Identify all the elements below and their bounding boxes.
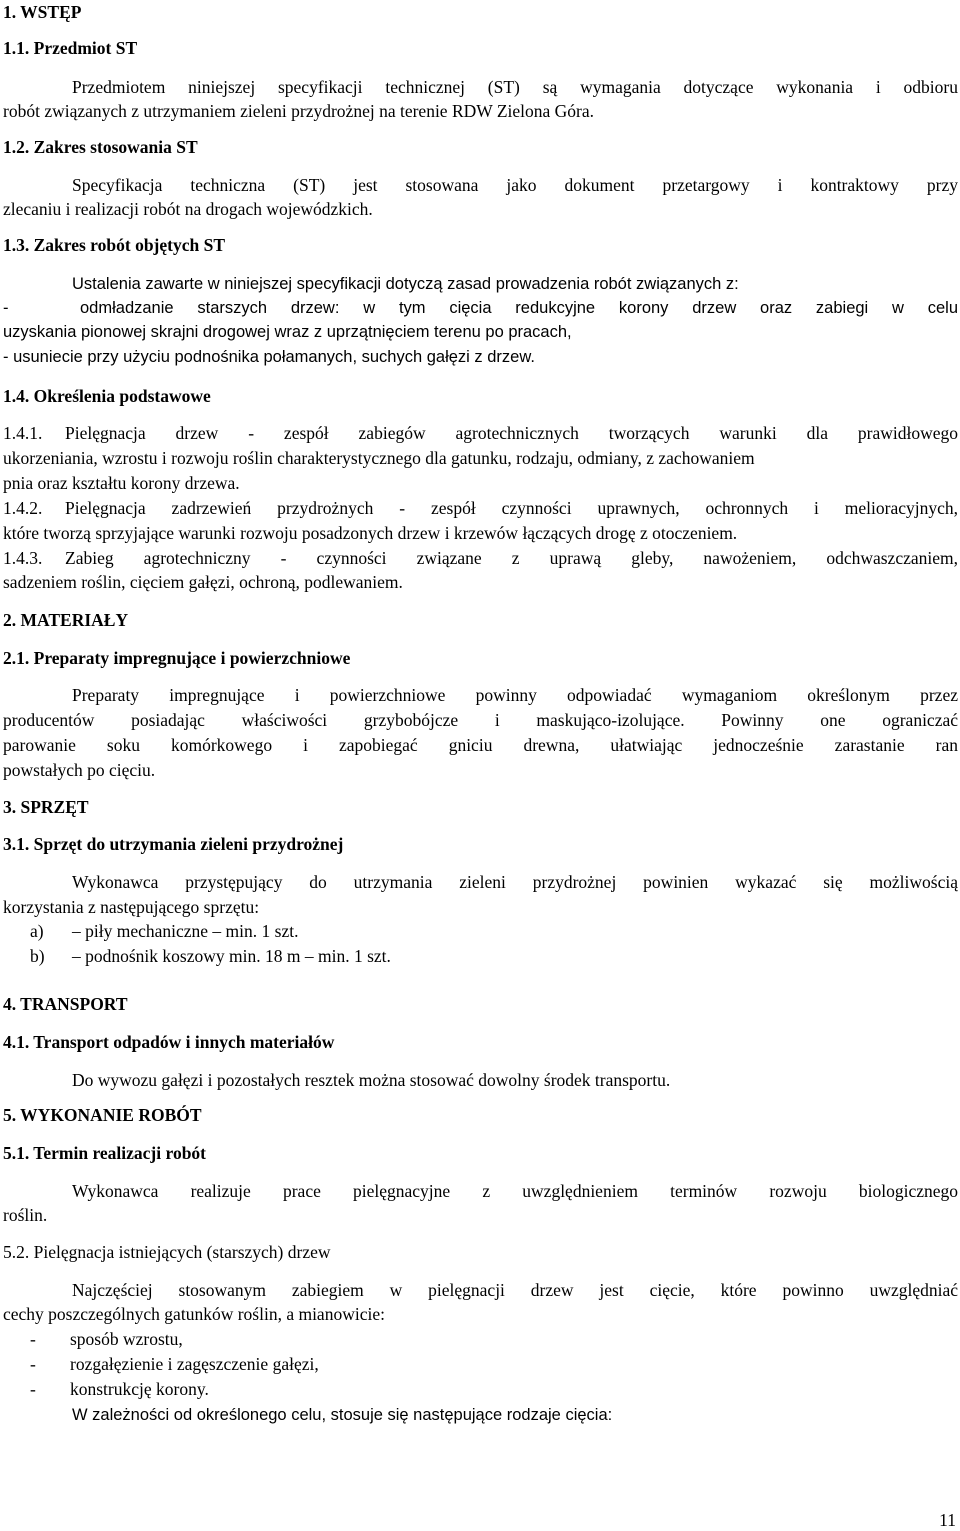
definition-text: Zabieg agrotechniczny - czynności związane z uprawą gleby, nawożeniem, odchwaszczaniem, [65,548,958,568]
definition-number: 1.4.3. [3,548,43,568]
paragraph-line: W zależności od określonego celu, stosuje się następujące rodzaje cięcia: [72,1406,613,1424]
paragraph-line: Przedmiotem niniejszej specyfikacji technicznej (ST) są wymagania dotyczące wykonania i odbioru [72,77,958,97]
list-bullet: - [3,299,9,317]
paragraph-line: producentów posiadając właściwości grzybobójcze i maskująco-izolujące. Powinny one ograniczać [3,710,958,730]
paragraph-line: Specyfikacja techniczna (ST) jest stosowana jako dokument przetargowy i kontraktowy przy [72,175,958,195]
section-heading-5-1: 5.1. Termin realizacji robót [3,1143,207,1163]
definition-text: pnia oraz kształtu korony drzewa. [3,473,240,493]
paragraph-line: Wykonawca przystępujący do utrzymania zieleni przydrożnej powinien wykazać się możliwością [72,872,958,892]
section-heading-3-1: 3.1. Sprzęt do utrzymania zieleni przydrożnej [3,834,344,854]
list-bullet: - [30,1329,36,1349]
definition-text: Pielęgnacja zadrzewień przydrożnych - zespół czynności uprawnych, ochronnych i melioracyjnych, [65,498,958,518]
paragraph-line: cechy poszczególnych gatunków roślin, a mianowicie: [3,1304,385,1324]
list-marker: a) [30,921,44,941]
list-bullet: - [30,1379,36,1399]
paragraph-line: Ustalenia zawarte w niniejszej specyfikacji dotyczą zasad prowadzenia robót związanych z: [72,275,739,293]
paragraph-line: Do wywozu gałęzi i pozostałych resztek można stosować dowolny środek transportu. [72,1070,671,1090]
section-heading-2: 2. MATERIAŁY [3,610,129,630]
list-item: odmładzanie starszych drzew: w tym cięcia redukcyjne korony drzew oraz zabiegi w celu [80,299,958,317]
definition-text: sadzeniem roślin, cięciem gałęzi, ochroną, podlewaniem. [3,572,403,592]
paragraph-line: Preparaty impregnujące i powierzchniowe powinny odpowiadać wymaganiom określonym przez [72,685,958,705]
list-item: - usuniecie przy użyciu podnośnika połamanych, suchych gałęzi z drzew. [3,348,535,366]
section-heading-1-2: 1.2. Zakres stosowania ST [3,137,198,157]
paragraph-line: powstałych po cięciu. [3,760,156,780]
section-heading-5-2: 5.2. Pielęgnacja istniejących (starszych) drzew [3,1242,331,1262]
list-item: sposób wzrostu, [70,1329,183,1349]
section-heading-1-1: 1.1. Przedmiot ST [3,38,138,58]
paragraph-line: robót związanych z utrzymaniem zieleni przydrożnej na terenie RDW Zielona Góra. [3,101,595,121]
section-heading-3: 3. SPRZĘT [3,797,89,817]
section-heading-1-3: 1.3. Zakres robót objętych ST [3,235,226,255]
paragraph-line: parowanie soku komórkowego i zapobiegać gniciu drewna, ułatwiając jednocześnie zarastanie ran [3,735,958,755]
section-heading-5: 5. WYKONANIE ROBÓT [3,1105,202,1125]
section-heading-1-4: 1.4. Określenia podstawowe [3,386,211,406]
paragraph-line: Najczęściej stosowanym zabiegiem w pielęgnacji drzew jest cięcie, które powinno uwzględniać [72,1280,958,1300]
list-bullet: - [30,1354,36,1374]
paragraph-line: Wykonawca realizuje prace pielęgnacyjne z uwzględnieniem terminów rozwoju biologicznego [72,1181,958,1201]
section-heading-1: 1. WSTĘP [3,2,82,22]
paragraph-line: korzystania z następującego sprzętu: [3,897,260,917]
list-marker: b) [30,946,45,966]
equipment-item: – podnośnik koszowy min. 18 m – min. 1 szt. [72,946,391,966]
list-item: rozgałęzienie i zagęszczenie gałęzi, [70,1354,319,1374]
definition-number: 1.4.1. [3,423,43,443]
definition-text: ukorzeniania, wzrostu i rozwoju roślin charakterystycznego dla gatunku, rodzaju, odmiany, z zachowaniem [3,448,755,468]
definition-text: które tworzą sprzyjające warunki rozwoju posadzonych drzew i krzewów łączących drogę z otoczeniem. [3,523,738,543]
list-item-continued: uzyskania pionowej skrajni drogowej wraz z uprzątnięciem terenu po pracach, [3,323,572,341]
paragraph-line: roślin. [3,1205,48,1225]
page-number: 11 [939,1510,956,1530]
definition-number: 1.4.2. [3,498,43,518]
equipment-item: – piły mechaniczne – min. 1 szt. [72,921,299,941]
section-heading-4-1: 4.1. Transport odpadów i innych materiałów [3,1032,335,1052]
paragraph-line: zlecaniu i realizacji robót na drogach wojewódzkich. [3,199,373,219]
list-item: konstrukcję korony. [70,1379,209,1399]
section-heading-4: 4. TRANSPORT [3,994,128,1014]
definition-text: Pielęgnacja drzew - zespół zabiegów agrotechnicznych tworzących warunki dla prawidłowego [65,423,958,443]
section-heading-2-1: 2.1. Preparaty impregnujące i powierzchniowe [3,648,351,668]
